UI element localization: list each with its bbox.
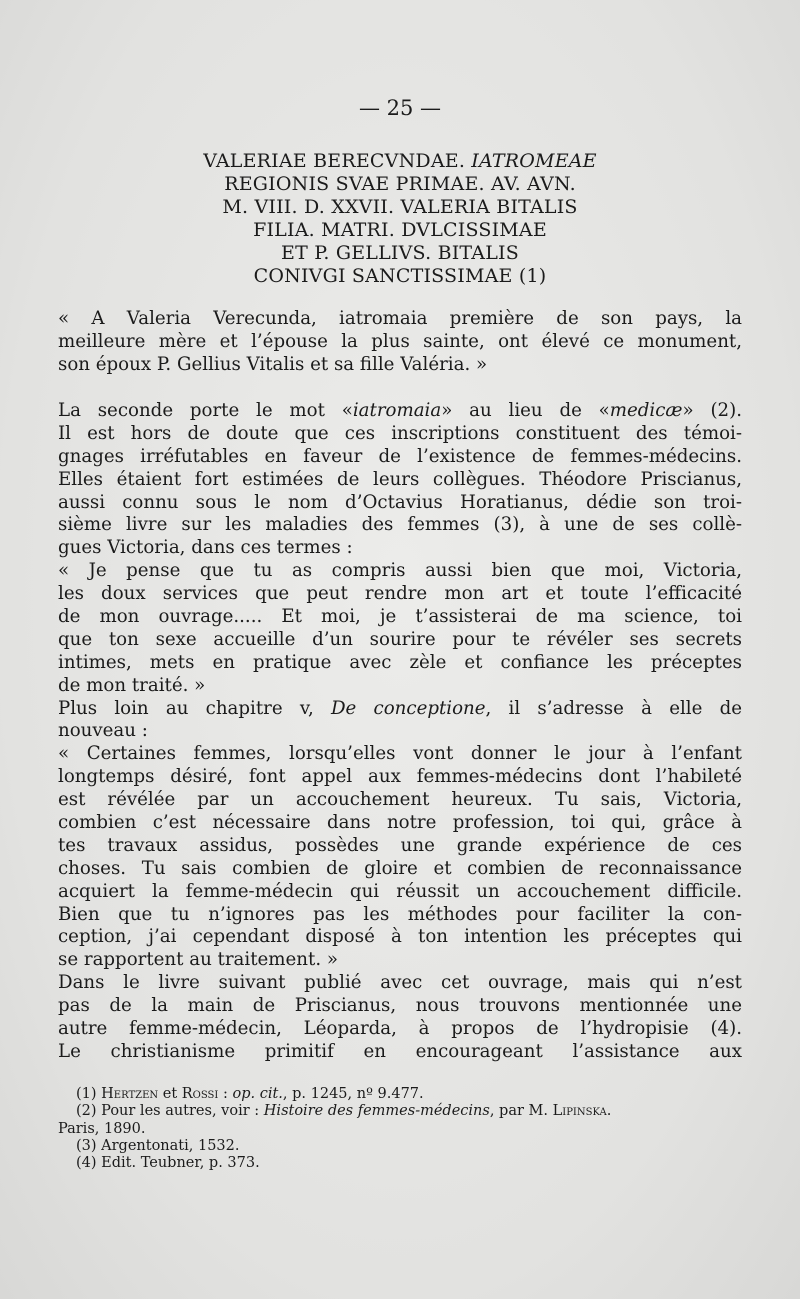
footnote xyxy=(58,1086,742,1103)
text-segment: nouveau : xyxy=(58,720,148,742)
text-segment: acquiert la femme-médecin qui réussit un accouchement difficile. xyxy=(58,880,742,902)
text-line xyxy=(58,720,742,743)
text-line xyxy=(58,423,742,446)
text-segment: intimes, mets en pratique avec zèle et confiance les préceptes xyxy=(58,651,742,673)
text-segment: et xyxy=(158,1086,182,1102)
text-line xyxy=(58,789,742,812)
text-segment: (3) Argentonati, 1532. xyxy=(76,1137,240,1154)
text-segment: Le christianisme primitif en encourageant l’assistance aux xyxy=(58,1040,742,1062)
italic-text: iatromaia xyxy=(352,400,442,421)
text-line xyxy=(58,652,742,675)
text-segment: ET P. GELLIVS. BITALIS xyxy=(281,242,519,264)
text-segment: REGIONIS SVAE PRIMAE. AV. AVN. xyxy=(224,173,576,195)
text-segment: son époux P. Gellius Vitalis et sa fille Valéria. » xyxy=(58,353,488,375)
text-segment: les doux services que peut rendre mon art et toute l’efficacité xyxy=(58,583,742,605)
small-caps-name: Hertzen xyxy=(101,1086,159,1102)
text-segment: « Certaines femmes, lorsqu’elles vont donner le jour à l’enfant xyxy=(58,743,742,765)
italic-text: IATROMEAE xyxy=(471,150,597,172)
text-segment: combien c’est nécessaire dans notre profession, toi qui, grâce à xyxy=(58,812,742,834)
inscription-translation xyxy=(58,308,742,377)
text-segment: de mon ouvrage..... Et moi, je t’assisterai de ma science, toi xyxy=(58,606,742,628)
text-segment: Plus loin au chapitre v, xyxy=(58,697,331,719)
text-segment: meilleure mère et l’épouse la plus sainte, ont élevé ce monument, xyxy=(58,330,742,352)
text-line xyxy=(58,1041,742,1064)
inscription-line xyxy=(60,173,740,196)
text-segment: . xyxy=(606,1103,612,1120)
text-line xyxy=(58,400,742,423)
text-segment: sième livre sur les maladies des femmes (3), à une de ses collè- xyxy=(58,514,742,536)
footnote xyxy=(58,1138,742,1155)
text-segment: gues Victoria, dans ces termes : xyxy=(58,537,353,559)
inscription-line xyxy=(60,242,740,265)
text-segment: M. VIII. D. XXVII. VALERIA BITALIS xyxy=(222,196,578,218)
inscription-line xyxy=(60,219,740,242)
small-caps-name: Lipinska xyxy=(552,1103,607,1120)
text-segment: , par M. xyxy=(489,1103,553,1120)
text-line xyxy=(58,949,742,972)
inscription-line xyxy=(60,265,740,288)
text-line xyxy=(58,904,742,927)
text-segment: « A Valeria Verecunda, iatromaia première de son pays, la xyxy=(58,308,742,329)
footnote xyxy=(58,1155,742,1172)
text-segment: » (2). xyxy=(682,400,743,421)
text-segment: CONIVGI SANCTISSIMAE (1) xyxy=(253,265,547,287)
footnote xyxy=(58,1103,742,1120)
text-line xyxy=(58,469,742,492)
text-segment: que ton sexe accueille d’un sourire pour te révéler ses secrets xyxy=(58,628,742,650)
text-segment: ception, j’ai cependant disposé à ton intention les préceptes qui xyxy=(58,926,742,948)
text-segment: , p. 1245, nº 9.477. xyxy=(282,1086,424,1102)
text-segment: Dans le livre suivant publié avec cet ouvrage, mais qui n’est xyxy=(58,972,742,994)
text-segment: longtemps désiré, font appel aux femmes-médecins dont l’habileté xyxy=(58,766,742,788)
text-line xyxy=(58,1018,742,1041)
text-segment: Il est hors de doute que ces inscriptions constituent des témoi- xyxy=(58,422,742,444)
text-line xyxy=(58,926,742,949)
text-segment: tes travaux assidus, possèdes une grande expérience de ces xyxy=(58,834,742,856)
inscription-line xyxy=(60,150,740,173)
text-segment: de mon traité. » xyxy=(58,674,206,696)
text-segment: aussi connu sous le nom d’Octavius Horatianus, dédie son troi- xyxy=(58,491,742,513)
text-line xyxy=(58,560,742,583)
text-line xyxy=(58,629,742,652)
italic-text: Histoire des femmes-médecins xyxy=(263,1103,490,1120)
text-segment: gnages irréfutables en faveur de l’existence de femmes-médecins. xyxy=(58,445,742,467)
text-line xyxy=(58,606,742,629)
italic-text: medicæ xyxy=(609,400,683,421)
text-segment: Bien que tu n’ignores pas les méthodes pour faciliter la con- xyxy=(58,903,742,925)
text-segment: se rapportent au traitement. » xyxy=(58,949,339,971)
text-segment: Paris, 1890. xyxy=(58,1120,146,1137)
text-line xyxy=(58,446,742,469)
text-segment: La seconde porte le mot « xyxy=(58,400,353,421)
text-segment: Elles étaient fort estimées de leurs collègues. Théodore Priscianus, xyxy=(58,468,742,490)
text-segment: choses. Tu sais combien de gloire et combien de reconnaissance xyxy=(58,857,742,879)
text-segment: (1) xyxy=(76,1086,102,1102)
inscription-line xyxy=(60,196,740,219)
text-segment: , il s’adresse à elle de xyxy=(485,697,742,719)
italic-text: De conceptione xyxy=(330,697,486,719)
text-segment: : xyxy=(218,1086,233,1102)
page-number: — 25 — xyxy=(358,96,442,120)
text-segment: » au lieu de « xyxy=(441,400,610,421)
text-segment: est révélée par un accouchement heureux. Tu sais, Victoria, xyxy=(58,789,742,811)
text-segment: pas de la main de Priscianus, nous trouvons mentionnée une xyxy=(58,995,742,1017)
text-line xyxy=(58,858,742,881)
text-segment: (2) Pour les autres, voir : xyxy=(76,1103,264,1120)
text-line xyxy=(58,881,742,904)
text-line xyxy=(58,492,742,515)
body-text xyxy=(58,400,742,1064)
text-line xyxy=(58,675,742,698)
text-segment: FILIA. MATRI. DVLCISSIMAE xyxy=(253,219,547,241)
text-line xyxy=(58,514,742,537)
text-line xyxy=(58,743,742,766)
latin-inscription xyxy=(60,150,740,288)
text-line xyxy=(58,972,742,995)
text-line xyxy=(58,835,742,858)
text-line xyxy=(58,331,742,354)
text-line xyxy=(58,698,742,721)
footnote xyxy=(58,1121,742,1138)
text-segment: VALERIAE BERECVNDAE. xyxy=(203,150,472,172)
text-segment: (4) Edit. Teubner, p. 373. xyxy=(76,1155,260,1172)
text-line xyxy=(58,583,742,606)
text-line xyxy=(58,766,742,789)
text-line xyxy=(58,537,742,560)
text-segment: autre femme-médecin, Léoparda, à propos de l’hydropisie (4). xyxy=(58,1018,742,1040)
small-caps-name: Rossi xyxy=(181,1086,219,1102)
text-line xyxy=(58,812,742,835)
text-line xyxy=(58,995,742,1018)
footnotes xyxy=(58,1086,742,1172)
italic-text: op. cit. xyxy=(232,1086,283,1102)
text-line xyxy=(58,354,742,377)
text-segment: « Je pense que tu as compris aussi bien que moi, Victoria, xyxy=(58,560,742,582)
text-line xyxy=(58,308,742,331)
